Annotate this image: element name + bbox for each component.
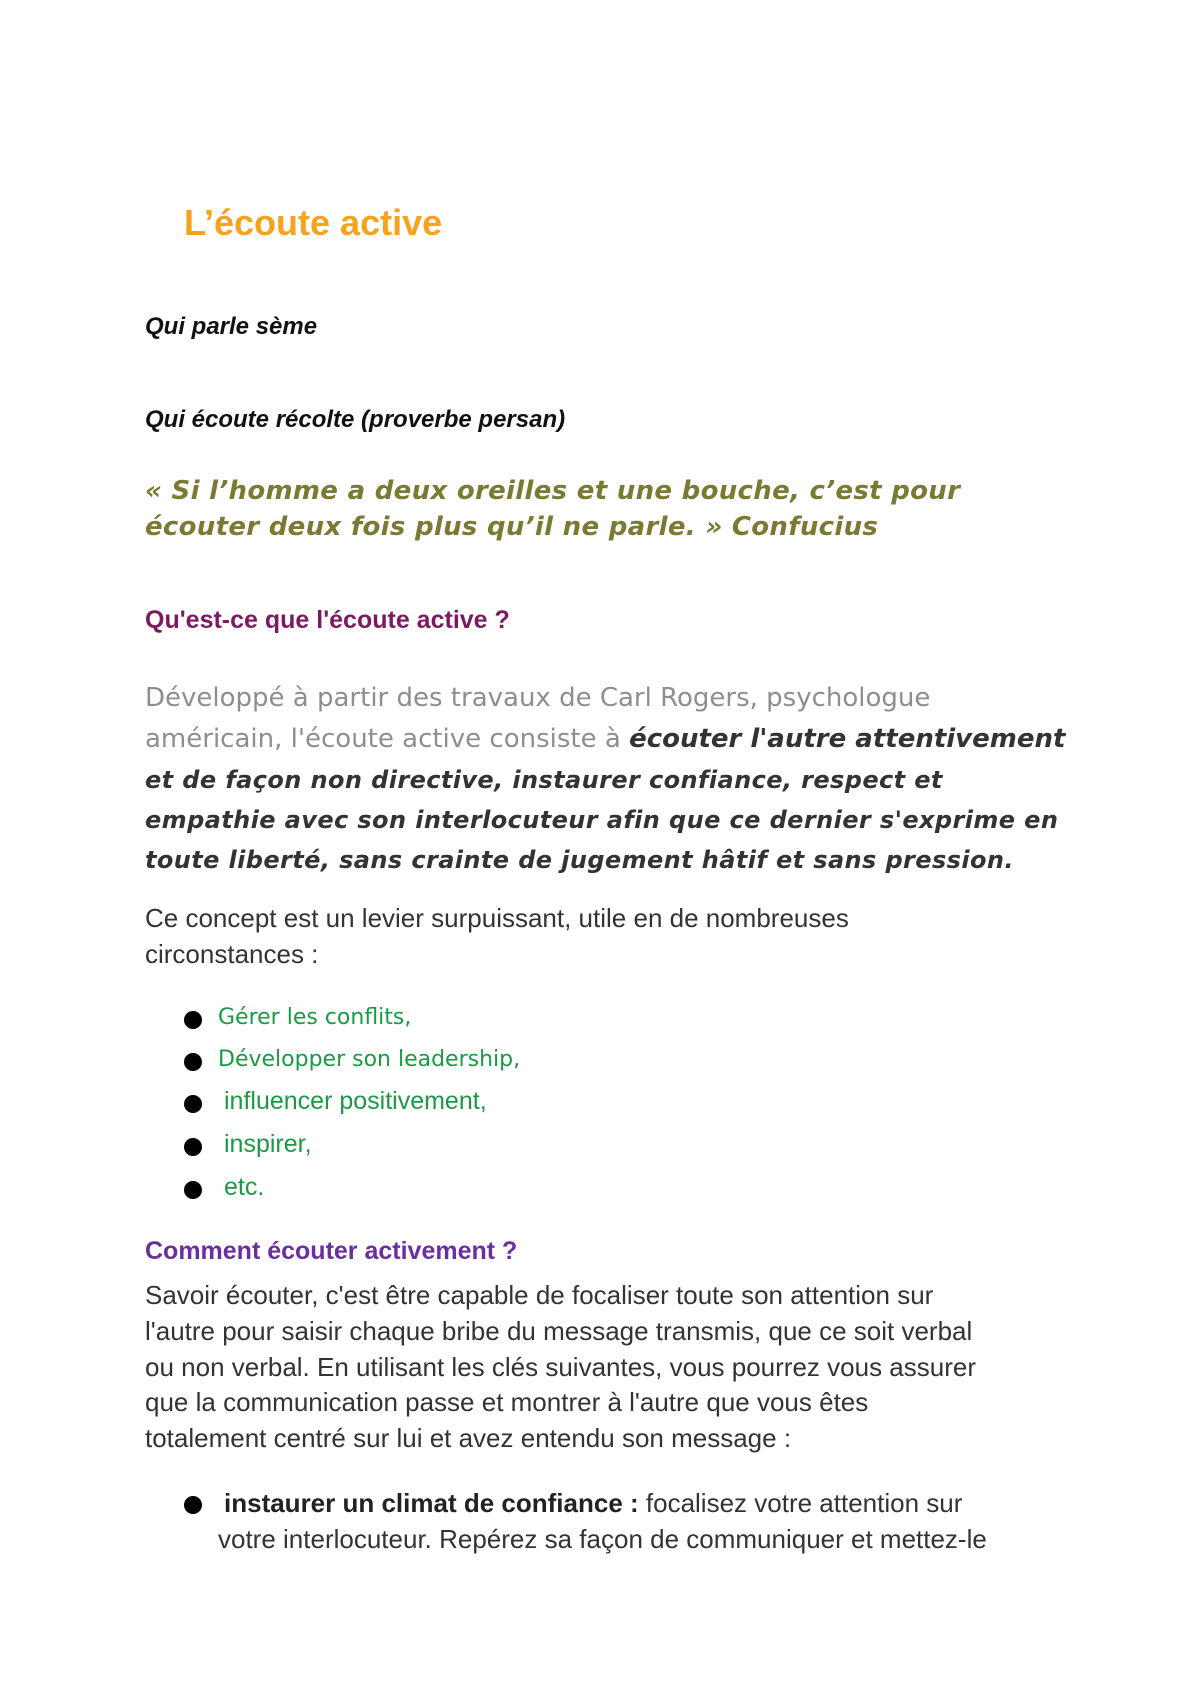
emphasis-line: empathie avec son interlocuteur afin que ce dernier s'exprime en — [145, 806, 1059, 834]
paragraph-line: que la communication passe et montrer à l'autre que vous êtes — [145, 1387, 869, 1417]
paragraph-line — [145, 724, 1065, 754]
quote-line-1: « Si l’homme a deux oreilles et une bouche, c’est pour — [145, 476, 961, 506]
page-title: L’écoute active — [184, 202, 443, 243]
emphasis-line: et de façon non directive, instaurer confiance, respect et — [145, 766, 943, 794]
list-item: Développer son leadership, — [218, 1047, 521, 1072]
bullet-icon — [184, 1181, 202, 1199]
key-item-line: votre interlocuteur. Repérez sa façon de communiquer et mettez-le — [218, 1524, 987, 1554]
list-item: Gérer les conflits, — [218, 1005, 412, 1030]
bullet-icon — [184, 1011, 202, 1029]
key-item-title: instaurer un climat de confiance : — [224, 1488, 639, 1518]
paragraph-line: ou non verbal. En utilisant les clés suivantes, vous pourrez vous assurer — [145, 1352, 976, 1382]
paragraph-line: Développé à partir des travaux de Carl Rogers, psychologue — [145, 683, 931, 713]
emphasis-line: toute liberté, sans crainte de jugement hâtif et sans pression. — [145, 846, 1014, 874]
bullet-icon — [184, 1095, 202, 1113]
section-heading-what-is: Qu'est-ce que l'écoute active ? — [145, 606, 510, 634]
emphasis-text: écouter l'autre attentivement — [629, 724, 1066, 754]
bullet-icon — [184, 1138, 202, 1156]
proverb-line-2: Qui écoute récolte (proverbe persan) — [145, 406, 566, 433]
quote-line-2: écouter deux fois plus qu’il ne parle. » Confucius — [145, 512, 879, 542]
list-item: inspirer, — [224, 1130, 312, 1158]
bullet-icon — [184, 1496, 202, 1514]
section-heading-how-to: Comment écouter activement ? — [145, 1237, 518, 1265]
list-item: influencer positivement, — [224, 1087, 487, 1115]
paragraph-line: Savoir écouter, c'est être capable de focaliser toute son attention sur — [145, 1280, 934, 1310]
paragraph-line: totalement centré sur lui et avez entendu son message : — [145, 1423, 792, 1453]
paragraph-line: Ce concept est un levier surpuissant, utile en de nombreuses — [145, 903, 849, 933]
paragraph-line: circonstances : — [145, 939, 319, 969]
key-item — [224, 1488, 962, 1519]
proverb-line-1: Qui parle sème — [145, 313, 318, 340]
paragraph-line: l'autre pour saisir chaque bribe du message transmis, que ce soit verbal — [145, 1316, 973, 1346]
bullet-icon — [184, 1053, 202, 1071]
list-item: etc. — [224, 1173, 265, 1201]
paragraph-text: américain, l'écoute active consiste à — [145, 724, 630, 754]
key-item-text: focalisez votre attention sur — [638, 1488, 963, 1518]
